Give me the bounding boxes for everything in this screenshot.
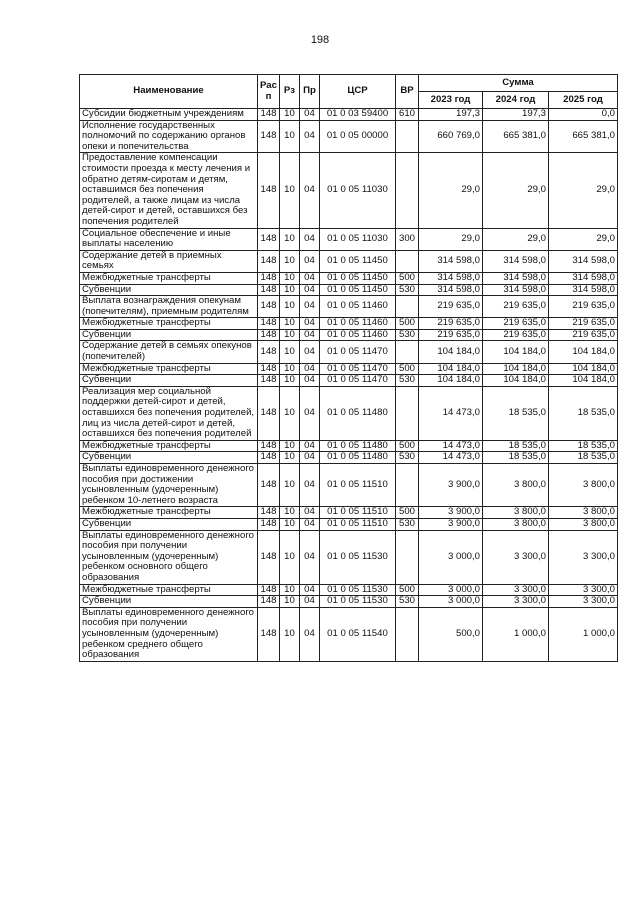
cell-name: Межбюджетные трансферты <box>80 272 258 284</box>
cell-rz: 10 <box>280 363 300 375</box>
cell-2024: 219 635,0 <box>483 318 549 330</box>
cell-2023: 660 769,0 <box>419 120 483 153</box>
cell-2024: 29,0 <box>483 228 549 250</box>
cell-name: Выплаты единовременного денежного пособия при получении усыновленным (удочеренным) ребенком основного общего образования <box>80 530 258 584</box>
cell-csr: 01 0 05 11030 <box>320 153 396 228</box>
cell-2024: 219 635,0 <box>483 329 549 341</box>
cell-csr: 01 0 05 11450 <box>320 284 396 296</box>
cell-vr <box>396 120 419 153</box>
table-row <box>80 120 618 153</box>
cell-pr: 04 <box>300 584 320 596</box>
cell-csr: 01 0 05 11540 <box>320 607 396 661</box>
header-2024: 2024 год <box>483 92 549 109</box>
cell-vr: 530 <box>396 452 419 464</box>
cell-csr: 01 0 05 11530 <box>320 584 396 596</box>
cell-2023: 104 184,0 <box>419 341 483 363</box>
cell-name: Выплаты единовременного денежного пособия при достижении усыновленным (удочеренным) ребенком 10-летнего возраста <box>80 464 258 507</box>
cell-csr: 01 0 05 11530 <box>320 530 396 584</box>
cell-rz: 10 <box>280 452 300 464</box>
cell-rasp: 148 <box>258 584 280 596</box>
cell-pr: 04 <box>300 596 320 608</box>
cell-rasp: 148 <box>258 250 280 272</box>
cell-rz: 10 <box>280 109 300 121</box>
cell-rasp: 148 <box>258 507 280 519</box>
cell-name: Субвенции <box>80 329 258 341</box>
cell-rz: 10 <box>280 507 300 519</box>
cell-csr: 01 0 05 11480 <box>320 440 396 452</box>
cell-rasp: 148 <box>258 341 280 363</box>
cell-rz: 10 <box>280 318 300 330</box>
table-row <box>80 452 618 464</box>
cell-2024: 3 300,0 <box>483 584 549 596</box>
cell-2025: 3 800,0 <box>549 507 618 519</box>
table-body <box>80 109 618 662</box>
cell-vr <box>396 153 419 228</box>
cell-2023: 3 000,0 <box>419 530 483 584</box>
cell-vr: 610 <box>396 109 419 121</box>
cell-csr: 01 0 05 11530 <box>320 596 396 608</box>
cell-rasp: 148 <box>258 329 280 341</box>
cell-2025: 314 598,0 <box>549 272 618 284</box>
cell-name: Исполнение государственных полномочий по содержанию органов опеки и попечительства <box>80 120 258 153</box>
cell-csr: 01 0 05 11460 <box>320 318 396 330</box>
header-rasp: Рас п <box>258 75 280 109</box>
cell-pr: 04 <box>300 363 320 375</box>
cell-vr <box>396 250 419 272</box>
table-row <box>80 341 618 363</box>
cell-pr: 04 <box>300 607 320 661</box>
table-row <box>80 272 618 284</box>
cell-rasp: 148 <box>258 530 280 584</box>
cell-2023: 314 598,0 <box>419 272 483 284</box>
cell-2024: 104 184,0 <box>483 375 549 387</box>
cell-pr: 04 <box>300 109 320 121</box>
cell-2024: 665 381,0 <box>483 120 549 153</box>
cell-2024: 3 800,0 <box>483 464 549 507</box>
cell-rz: 10 <box>280 272 300 284</box>
cell-csr: 01 0 05 11480 <box>320 452 396 464</box>
table-row <box>80 607 618 661</box>
cell-2024: 104 184,0 <box>483 363 549 375</box>
cell-rasp: 148 <box>258 607 280 661</box>
cell-name: Реализация мер социальной поддержки детей-сирот и детей, оставшихся без попечения родителей, лиц из числа детей-сирот и детей, оставшихся без попечения родителей <box>80 386 258 440</box>
cell-2024: 29,0 <box>483 153 549 228</box>
cell-pr: 04 <box>300 329 320 341</box>
table-row <box>80 296 618 318</box>
cell-csr: 01 0 05 11510 <box>320 518 396 530</box>
cell-rasp: 148 <box>258 452 280 464</box>
table-row <box>80 386 618 440</box>
table-row <box>80 363 618 375</box>
cell-2024: 219 635,0 <box>483 296 549 318</box>
cell-2024: 104 184,0 <box>483 341 549 363</box>
cell-name: Субвенции <box>80 452 258 464</box>
cell-2025: 314 598,0 <box>549 250 618 272</box>
cell-vr: 500 <box>396 440 419 452</box>
cell-name: Межбюджетные трансферты <box>80 440 258 452</box>
cell-rz: 10 <box>280 375 300 387</box>
header-name: Наименование <box>80 75 258 109</box>
cell-2024: 314 598,0 <box>483 284 549 296</box>
cell-pr: 04 <box>300 250 320 272</box>
cell-vr: 530 <box>396 596 419 608</box>
cell-csr: 01 0 05 11510 <box>320 464 396 507</box>
cell-vr <box>396 341 419 363</box>
cell-name: Межбюджетные трансферты <box>80 507 258 519</box>
cell-name: Субвенции <box>80 518 258 530</box>
cell-rasp: 148 <box>258 296 280 318</box>
cell-vr <box>396 386 419 440</box>
header-row <box>80 75 618 92</box>
cell-csr: 01 0 05 11460 <box>320 329 396 341</box>
cell-2023: 104 184,0 <box>419 363 483 375</box>
cell-2023: 219 635,0 <box>419 329 483 341</box>
cell-2024: 18 535,0 <box>483 440 549 452</box>
table-row <box>80 518 618 530</box>
cell-2023: 219 635,0 <box>419 296 483 318</box>
cell-rz: 10 <box>280 464 300 507</box>
cell-vr: 500 <box>396 584 419 596</box>
cell-pr: 04 <box>300 452 320 464</box>
cell-2024: 197,3 <box>483 109 549 121</box>
cell-csr: 01 0 05 11480 <box>320 386 396 440</box>
cell-rasp: 148 <box>258 272 280 284</box>
cell-name: Выплаты единовременного денежного пособия при получении усыновленным (удочеренным) ребенком среднего общего образования <box>80 607 258 661</box>
cell-rz: 10 <box>280 284 300 296</box>
cell-2023: 14 473,0 <box>419 386 483 440</box>
table-row <box>80 153 618 228</box>
cell-name: Межбюджетные трансферты <box>80 363 258 375</box>
cell-name: Межбюджетные трансферты <box>80 584 258 596</box>
table-row <box>80 284 618 296</box>
cell-2025: 29,0 <box>549 153 618 228</box>
cell-2025: 3 300,0 <box>549 596 618 608</box>
cell-2023: 3 900,0 <box>419 518 483 530</box>
cell-2024: 3 800,0 <box>483 518 549 530</box>
cell-2025: 219 635,0 <box>549 329 618 341</box>
cell-vr: 500 <box>396 272 419 284</box>
header-2025: 2025 год <box>549 92 618 109</box>
cell-2025: 219 635,0 <box>549 296 618 318</box>
cell-csr: 01 0 05 00000 <box>320 120 396 153</box>
cell-2024: 3 300,0 <box>483 596 549 608</box>
cell-pr: 04 <box>300 120 320 153</box>
table-row <box>80 375 618 387</box>
cell-pr: 04 <box>300 507 320 519</box>
cell-2025: 18 535,0 <box>549 452 618 464</box>
cell-rasp: 148 <box>258 464 280 507</box>
cell-2025: 0,0 <box>549 109 618 121</box>
cell-vr: 500 <box>396 318 419 330</box>
cell-2023: 219 635,0 <box>419 318 483 330</box>
cell-2025: 3 300,0 <box>549 584 618 596</box>
table-row <box>80 507 618 519</box>
cell-rz: 10 <box>280 530 300 584</box>
table-row <box>80 318 618 330</box>
cell-2025: 104 184,0 <box>549 363 618 375</box>
cell-vr: 530 <box>396 284 419 296</box>
cell-vr <box>396 607 419 661</box>
cell-rz: 10 <box>280 440 300 452</box>
cell-2025: 219 635,0 <box>549 318 618 330</box>
cell-pr: 04 <box>300 284 320 296</box>
cell-rz: 10 <box>280 228 300 250</box>
cell-pr: 04 <box>300 228 320 250</box>
header-csr: ЦСР <box>320 75 396 109</box>
cell-vr: 500 <box>396 507 419 519</box>
cell-pr: 04 <box>300 518 320 530</box>
table-row <box>80 228 618 250</box>
cell-vr: 530 <box>396 329 419 341</box>
cell-vr: 300 <box>396 228 419 250</box>
cell-rasp: 148 <box>258 153 280 228</box>
cell-pr: 04 <box>300 530 320 584</box>
cell-pr: 04 <box>300 341 320 363</box>
cell-name: Субвенции <box>80 284 258 296</box>
cell-csr: 01 0 05 11510 <box>320 507 396 519</box>
cell-2023: 104 184,0 <box>419 375 483 387</box>
header-rz: Рз <box>280 75 300 109</box>
cell-2023: 14 473,0 <box>419 452 483 464</box>
header-vr: ВР <box>396 75 419 109</box>
cell-csr: 01 0 05 11470 <box>320 375 396 387</box>
cell-2024: 314 598,0 <box>483 250 549 272</box>
cell-rz: 10 <box>280 596 300 608</box>
table-row <box>80 530 618 584</box>
cell-vr <box>396 530 419 584</box>
cell-name: Выплата вознаграждения опекунам (попечителям), приемным родителям <box>80 296 258 318</box>
cell-2025: 665 381,0 <box>549 120 618 153</box>
cell-rasp: 148 <box>258 318 280 330</box>
cell-csr: 01 0 05 11450 <box>320 250 396 272</box>
cell-csr: 01 0 03 59400 <box>320 109 396 121</box>
table-row <box>80 584 618 596</box>
cell-2023: 3 000,0 <box>419 596 483 608</box>
table-row <box>80 464 618 507</box>
cell-2025: 18 535,0 <box>549 440 618 452</box>
cell-name: Субсидии бюджетным учреждениям <box>80 109 258 121</box>
cell-2023: 314 598,0 <box>419 284 483 296</box>
header-pr: Пр <box>300 75 320 109</box>
cell-name: Субвенции <box>80 596 258 608</box>
cell-2023: 3 900,0 <box>419 507 483 519</box>
cell-rz: 10 <box>280 386 300 440</box>
cell-pr: 04 <box>300 464 320 507</box>
cell-vr <box>396 464 419 507</box>
cell-rasp: 148 <box>258 363 280 375</box>
cell-2025: 3 800,0 <box>549 518 618 530</box>
cell-rz: 10 <box>280 341 300 363</box>
table-row <box>80 440 618 452</box>
cell-rz: 10 <box>280 584 300 596</box>
cell-rz: 10 <box>280 153 300 228</box>
cell-2025: 314 598,0 <box>549 284 618 296</box>
cell-csr: 01 0 05 11470 <box>320 363 396 375</box>
cell-rasp: 148 <box>258 284 280 296</box>
cell-pr: 04 <box>300 375 320 387</box>
cell-pr: 04 <box>300 318 320 330</box>
cell-rz: 10 <box>280 607 300 661</box>
cell-2025: 104 184,0 <box>549 375 618 387</box>
cell-pr: 04 <box>300 296 320 318</box>
cell-2025: 1 000,0 <box>549 607 618 661</box>
cell-2023: 197,3 <box>419 109 483 121</box>
table-row <box>80 596 618 608</box>
cell-2024: 18 535,0 <box>483 386 549 440</box>
cell-2024: 314 598,0 <box>483 272 549 284</box>
cell-rasp: 148 <box>258 386 280 440</box>
cell-rasp: 148 <box>258 228 280 250</box>
table-row <box>80 329 618 341</box>
cell-vr: 500 <box>396 363 419 375</box>
cell-name: Межбюджетные трансферты <box>80 318 258 330</box>
cell-csr: 01 0 05 11450 <box>320 272 396 284</box>
cell-csr: 01 0 05 11470 <box>320 341 396 363</box>
cell-2024: 3 300,0 <box>483 530 549 584</box>
cell-rz: 10 <box>280 518 300 530</box>
table-row <box>80 109 618 121</box>
cell-2024: 18 535,0 <box>483 452 549 464</box>
cell-2025: 3 300,0 <box>549 530 618 584</box>
cell-pr: 04 <box>300 440 320 452</box>
cell-vr: 530 <box>396 375 419 387</box>
cell-rz: 10 <box>280 120 300 153</box>
cell-name: Субвенции <box>80 375 258 387</box>
page-number: 198 <box>310 34 330 46</box>
cell-rasp: 148 <box>258 518 280 530</box>
cell-2023: 3 000,0 <box>419 584 483 596</box>
cell-rasp: 148 <box>258 375 280 387</box>
cell-2024: 1 000,0 <box>483 607 549 661</box>
cell-rz: 10 <box>280 296 300 318</box>
cell-2023: 14 473,0 <box>419 440 483 452</box>
cell-name: Предоставление компенсации стоимости проезда к месту лечения и обратно детям-сиротам и детям, оставшимся без попечения родителей, а также лицам из числа детей-сирот и детей, оставшихся без попечения родителей <box>80 153 258 228</box>
cell-2023: 29,0 <box>419 228 483 250</box>
cell-2025: 18 535,0 <box>549 386 618 440</box>
cell-name: Содержание детей в приемных семьях <box>80 250 258 272</box>
cell-2024: 3 800,0 <box>483 507 549 519</box>
budget-table <box>79 74 618 662</box>
cell-pr: 04 <box>300 386 320 440</box>
cell-2023: 29,0 <box>419 153 483 228</box>
cell-2023: 3 900,0 <box>419 464 483 507</box>
cell-vr <box>396 296 419 318</box>
cell-2025: 29,0 <box>549 228 618 250</box>
cell-pr: 04 <box>300 153 320 228</box>
cell-rasp: 148 <box>258 109 280 121</box>
cell-pr: 04 <box>300 272 320 284</box>
table-row <box>80 250 618 272</box>
cell-2023: 500,0 <box>419 607 483 661</box>
cell-rasp: 148 <box>258 120 280 153</box>
header-sum: Сумма <box>419 75 618 92</box>
cell-name: Содержание детей в семьях опекунов (попечителей) <box>80 341 258 363</box>
cell-2025: 104 184,0 <box>549 341 618 363</box>
cell-rasp: 148 <box>258 440 280 452</box>
header-2023: 2023 год <box>419 92 483 109</box>
cell-2023: 314 598,0 <box>419 250 483 272</box>
cell-vr: 530 <box>396 518 419 530</box>
cell-name: Социальное обеспечение и иные выплаты населению <box>80 228 258 250</box>
cell-csr: 01 0 05 11460 <box>320 296 396 318</box>
cell-rasp: 148 <box>258 596 280 608</box>
cell-rz: 10 <box>280 250 300 272</box>
cell-2025: 3 800,0 <box>549 464 618 507</box>
cell-csr: 01 0 05 11030 <box>320 228 396 250</box>
cell-rz: 10 <box>280 329 300 341</box>
